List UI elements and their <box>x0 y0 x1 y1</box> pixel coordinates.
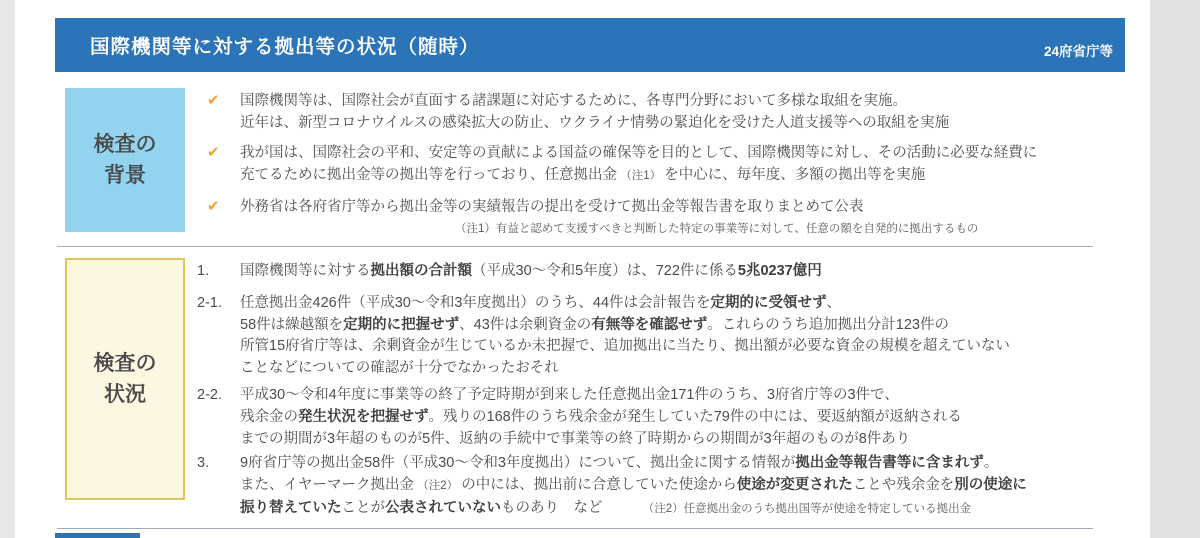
item-number: 1. <box>197 263 210 279</box>
text-segment: 拠出金等報告書等に含まれず <box>795 455 984 472</box>
text-segment: （注2） <box>414 480 462 493</box>
check-icon: ✔ <box>207 198 220 215</box>
text-segment: 。これらのうち追加拠出分計123件の <box>707 316 949 333</box>
text-segment: 拠出額の合計額 <box>370 263 472 279</box>
text-segment: 国際機関等は、国際社会が直面する諸課題に対応するために、各専門分野において多様な取組を実施。 <box>240 93 907 109</box>
text-segment: 発生状況を把握せず <box>298 408 429 425</box>
status-label-box <box>65 258 185 500</box>
left-page-margin <box>0 0 15 538</box>
background-label-box <box>65 88 185 232</box>
text-segment: また、イヤーマーク拠出金 <box>240 477 414 494</box>
text-segment: 定期的に把握せず <box>343 316 460 333</box>
text-segment: ことや残余金を <box>852 477 955 494</box>
list-item <box>195 261 1135 283</box>
list-item <box>195 142 1135 187</box>
status-label-line1: 検査の <box>93 352 157 375</box>
text-line <box>240 90 949 112</box>
agency-count-label: 24府省庁等 <box>1043 44 1113 59</box>
text-segment: を中心に、毎年度、多額の拠出等を実施 <box>664 167 926 183</box>
text-line <box>240 498 1027 521</box>
text-segment: 国際機関等に対する <box>240 263 371 279</box>
text-segment: 別の使途に <box>954 477 1027 494</box>
page-title: 国際機関等に対する拠出等の状況（随時） <box>90 36 480 58</box>
title-bar <box>55 18 1125 72</box>
check-icon: ✔ <box>207 92 220 109</box>
text-segment: 。 <box>983 455 999 472</box>
bottom-divider <box>57 528 1093 529</box>
text-segment: 使途が変更された <box>736 477 853 494</box>
text-segment: 我が国は、国際社会の平和、安定等の貢献による国益の確保等を目的として、国際機関等に対し、その活動に必要な経費に <box>240 145 1038 161</box>
background-content <box>195 90 1135 218</box>
item-text <box>240 90 949 134</box>
item-text <box>240 142 1037 187</box>
text-segment: 有無等を確認せず <box>591 316 708 333</box>
list-item <box>195 453 1135 520</box>
text-segment: 振り替えていた <box>240 499 342 516</box>
text-segment: （注1） <box>617 170 665 182</box>
text-segment: 平成30～令和4年度に事業等の終了予定時期が到来した任意拠出金171件のうち、3府省庁等の3件で、 <box>240 386 899 403</box>
text-line <box>240 261 822 283</box>
list-item <box>195 90 1135 134</box>
check-icon: ✔ <box>207 144 220 161</box>
item-text <box>240 385 962 450</box>
list-item <box>195 196 1135 218</box>
text-segment: ことが <box>341 499 385 516</box>
text-segment: 公表されていない <box>385 499 501 516</box>
item-number: 3. <box>197 455 210 472</box>
section-divider <box>57 246 1093 247</box>
text-line <box>240 453 1027 475</box>
text-line <box>240 475 1027 498</box>
item-text <box>240 261 822 283</box>
text-line <box>240 164 1037 187</box>
list-item <box>195 385 1135 450</box>
text-line <box>240 293 1010 315</box>
text-line <box>240 358 1010 380</box>
text-segment: 近年は、新型コロナウイルスの感染拡大の防止、ウクライナ情勢の緊迫化を受けた人道支援等への取組を実施 <box>240 115 950 131</box>
text-line <box>240 385 962 407</box>
text-segment: 定期的に受領せず <box>710 294 827 311</box>
item-text <box>240 453 1027 520</box>
text-segment: 。残りの168件のうち残余金が発生していた79件の中には、要返納額が返納される <box>428 408 962 425</box>
item-number: 2-2. <box>197 386 222 403</box>
text-segment: 任意拠出金426件（平成30～令和3年度拠出）のうち、44件は会計報告を <box>240 294 711 311</box>
text-segment: 9府省庁等の拠出金58件（平成30～令和3年度拠出）について、拠出金に関する情報が <box>240 455 796 472</box>
text-segment: 外務省は各府省庁等から拠出金等の実績報告の提出を受けて拠出金等報告書を取りまとめて公表 <box>240 199 864 215</box>
background-label-line2: 背景 <box>104 164 146 187</box>
text-segment: 充てるために拠出金等の拠出等を行っており、任意拠出金 <box>240 167 617 183</box>
background-label-line1: 検査の <box>93 133 157 156</box>
text-line <box>240 336 1010 358</box>
document-sheet <box>15 0 1150 538</box>
text-segment: までの期間が3年超のものが5件、返納の手続中で事業等の終了時期からの期間が3年超のものが8件あり <box>240 430 911 447</box>
status-content <box>195 261 1135 521</box>
list-item <box>195 293 1135 380</box>
text-segment: ことなどについての確認が十分でなかったおそれ <box>240 360 559 377</box>
text-segment: 所管15府省庁等は、余剰資金が生じているか未把握で、追加拠出に当たり、拠出額が必要な資金の規模を超えていない <box>240 338 1010 355</box>
status-label-line2: 状況 <box>104 383 146 406</box>
text-line <box>240 142 1037 164</box>
text-line <box>240 196 864 218</box>
item-number: 2-1. <box>197 294 222 311</box>
text-segment: 5兆0237億円 <box>737 263 822 279</box>
item-text <box>240 196 864 218</box>
text-segment: 残余金の <box>240 408 298 425</box>
text-line <box>240 112 949 134</box>
next-section-stub <box>55 533 140 538</box>
right-page-margin <box>1150 0 1200 538</box>
item-text <box>240 293 1010 380</box>
text-line <box>240 407 962 429</box>
text-segment: 、 <box>826 294 842 311</box>
text-segment: ものあり など <box>501 499 603 516</box>
text-segment: の中には、拠出前に合意していた使途から <box>461 477 737 494</box>
text-segment: （注2）任意拠出金のうち拠出国等が使途を特定している拠出金 <box>602 502 972 515</box>
text-line <box>240 429 962 451</box>
text-segment: 58件は繰越額を <box>240 316 344 333</box>
text-line <box>240 315 1010 337</box>
text-segment: 、43件は余剰資金の <box>459 316 592 333</box>
footnote-1: （注1）有益と認めて支援すべきと判断した特定の事業等に対して、任意の額を自発的に拠出するもの <box>455 223 979 235</box>
text-segment: （平成30～令和5年度）は、722件に係る <box>472 263 738 279</box>
